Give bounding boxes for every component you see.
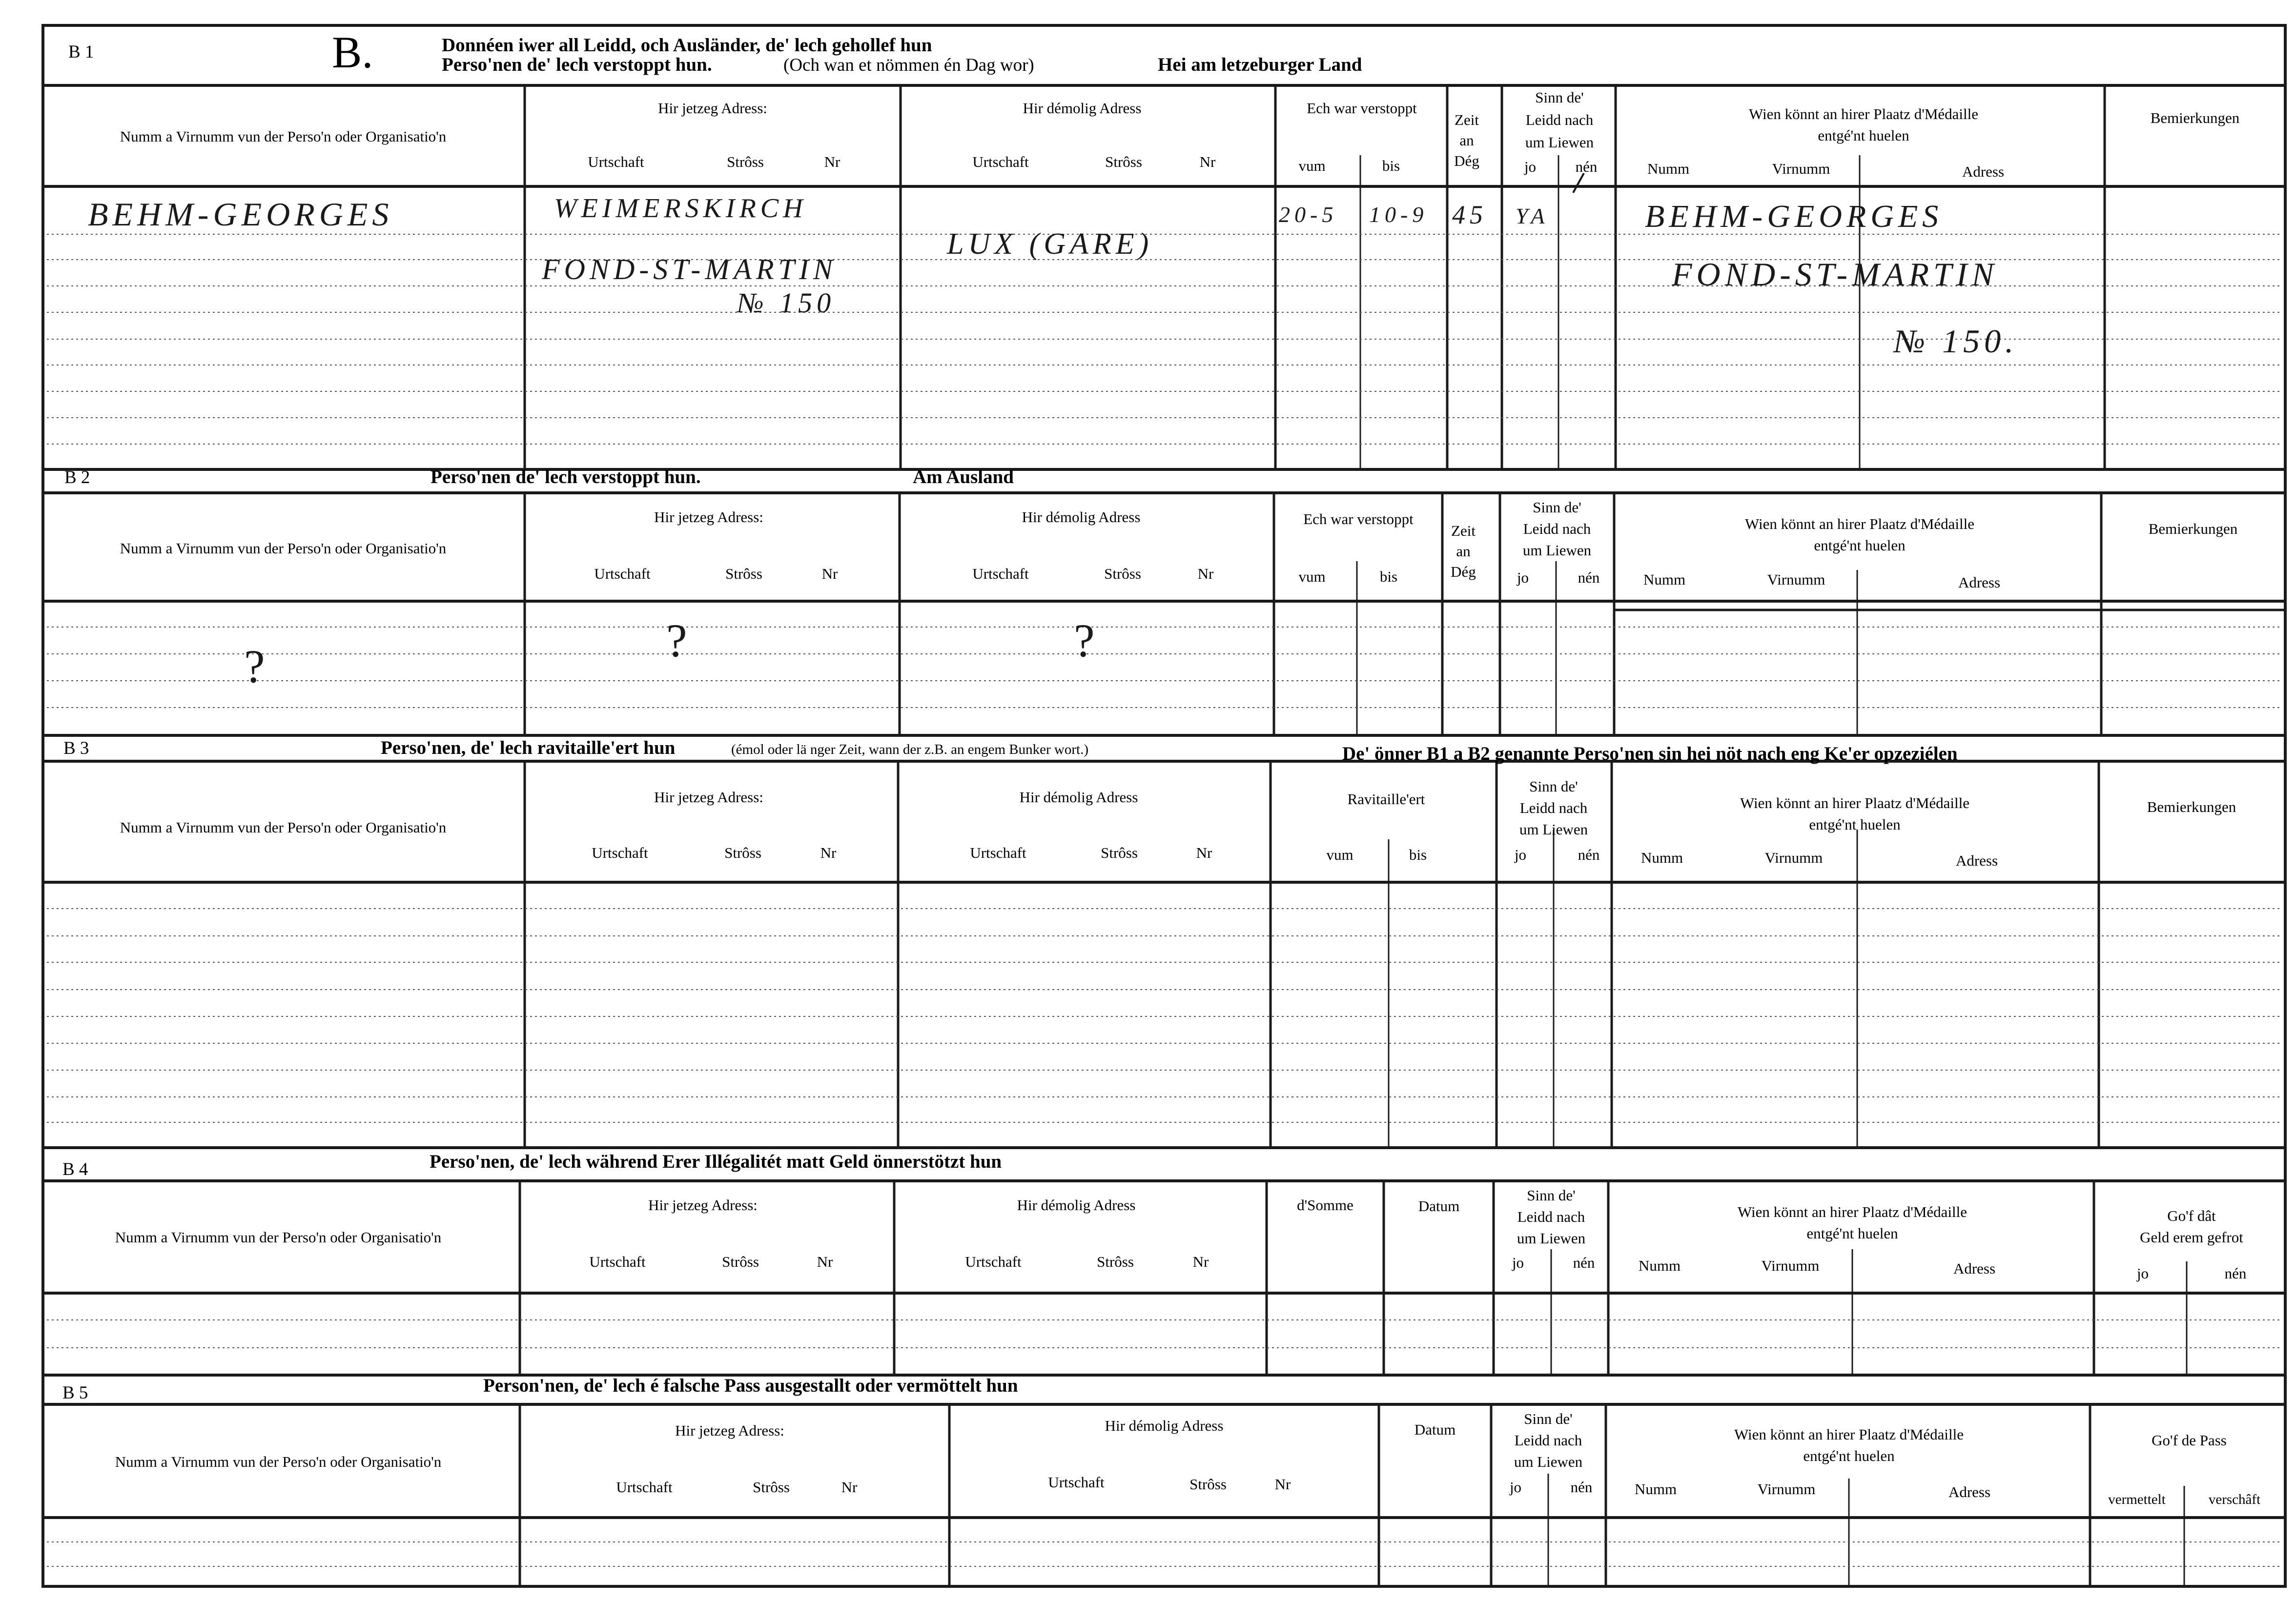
hw-b1-name: BEHM-GEORGES <box>88 196 393 233</box>
b5-col-datum: Datum <box>1414 1421 1456 1438</box>
b3-col-sinn: Sinn de' <box>1529 778 1578 795</box>
b1-col-deg: Dég <box>1454 152 1479 169</box>
b4-col-nen: nén <box>1573 1254 1595 1271</box>
hw-b1-jetzeg-3: № 150 <box>737 287 836 319</box>
b1-col-jetzeg: Hir jetzeg Adress: <box>658 100 767 117</box>
b3-col-bis: bis <box>1409 846 1427 863</box>
b1-col-bis: bis <box>1382 157 1400 174</box>
b5-col-gof-pass: Go'f de Pass <box>2152 1432 2227 1449</box>
b5-col-sinn: Sinn de' <box>1524 1410 1573 1427</box>
b3-col-demolig-nr: Nr <box>1196 844 1212 861</box>
b4-heading: Perso'nen, de' lech während Erer Illégalitét matt Geld önnerstötzt hun <box>430 1151 1002 1172</box>
b1-col-name: Numm a Virnumm vun der Perso'n oder Organisatio'n <box>120 128 447 145</box>
b5-col-wien-2: entgé'nt huelen <box>1803 1447 1895 1464</box>
b4-col-gof-nen: nén <box>2224 1265 2247 1282</box>
b1-col-liewen: um Liewen <box>1525 134 1594 151</box>
b3-col-bemierkungen: Bemierkungen <box>2147 798 2236 815</box>
b1-col-leidd: Leidd nach <box>1525 111 1594 128</box>
b2-col-vum: vum <box>1298 568 1326 585</box>
b4-col-sinn: Sinn de' <box>1527 1187 1576 1204</box>
b5-col-demolig-nr: Nr <box>1274 1476 1291 1493</box>
b1-col-adress: Adress <box>1962 163 2005 180</box>
b3-heading-mid: (émol oder lä nger Zeit, wann der z.B. an engem Bunker wort.) <box>731 742 1088 757</box>
b3-col-demolig-urtschaft: Urtschaft <box>970 844 1026 861</box>
b2-handwriting <box>244 614 1095 692</box>
b2-col-wien-1: Wien könnt an hirer Plaatz d'Médaille <box>1744 515 1975 532</box>
hw-b2-mark-1: ? <box>244 640 265 692</box>
b5-col-jetzeg: Hir jetzeg Adress: <box>675 1422 784 1439</box>
b4-col-jetzeg-nr: Nr <box>817 1253 833 1270</box>
b4-col-demolig-stross: Strôss <box>1097 1253 1134 1270</box>
b1-col-sinn: Sinn de' <box>1535 89 1584 106</box>
hw-b1-jetzeg-2: FOND-ST-MARTIN <box>542 253 837 285</box>
b1-col-wien-1: Wien könnt an hirer Plaatz d'Médaille <box>1748 105 1979 122</box>
hw-b1-med-3: № 150. <box>1894 323 2018 360</box>
b4-col-demolig-nr: Nr <box>1192 1253 1209 1270</box>
b3-col-nen: nén <box>1578 846 1600 863</box>
b2-col-zeit: Zeit <box>1451 522 1476 539</box>
b1-col-nen: nén <box>1575 158 1598 175</box>
hw-b1-zeit: 45 <box>1452 200 1487 229</box>
b5-col-nen: nén <box>1570 1479 1593 1496</box>
b3-col-demolig: Hir démolig Adress <box>1019 789 1138 806</box>
b2-col-verstoppt: Ech war verstoppt <box>1303 510 1414 527</box>
hw-b1-jo: YA <box>1516 203 1549 228</box>
b4-col-demolig: Hir démolig Adress <box>1017 1196 1136 1214</box>
b2-ruled-lines <box>47 627 2282 708</box>
b3-col-jetzeg: Hir jetzeg Adress: <box>654 789 763 806</box>
b3-col-leidd: Leidd nach <box>1519 799 1588 816</box>
hw-b1-med-2: FOND-ST-MARTIN <box>1672 256 1998 293</box>
b2-col-jetzeg-stross: Strôss <box>725 565 762 582</box>
b2-col-adress: Adress <box>1958 574 2001 591</box>
b1-heading-line2c: Hei am letzeburger Land <box>1158 54 1362 75</box>
b4-code: B 4 <box>62 1159 88 1179</box>
b5-col-demolig-stross: Strôss <box>1189 1476 1227 1493</box>
b2-col-wien-2: entgé'nt huelen <box>1814 537 1906 554</box>
b4-col-liewen: um Liewen <box>1517 1230 1586 1247</box>
b2-heading-right: Am Ausland <box>913 466 1014 487</box>
b4-col-gof: Go'f dât <box>2167 1207 2216 1224</box>
b1-col-an: an <box>1459 132 1474 149</box>
b3-col-wien-1: Wien könnt an hirer Plaatz d'Médaille <box>1740 794 1970 811</box>
b4-col-somme: d'Somme <box>1297 1196 1353 1214</box>
b2-col-jo: jo <box>1517 569 1529 586</box>
b1-col-jetzeg-nr: Nr <box>824 153 840 170</box>
b2-col-demolig-urtschaft: Urtschaft <box>972 565 1029 582</box>
b3-col-jetzeg-urtschaft: Urtschaft <box>592 844 648 861</box>
b4-col-adress: Adress <box>1953 1260 1996 1277</box>
b2-heading: Perso'nen de' lech verstoppt hun. <box>430 466 701 487</box>
b1-handwriting <box>88 173 2018 360</box>
b1-col-jo: jo <box>1524 158 1537 175</box>
b4-col-demolig-urtschaft: Urtschaft <box>965 1253 1022 1270</box>
b2-col-bis: bis <box>1379 568 1398 585</box>
b5-heading: Person'nen, de' lech é falsche Pass ausgestallt oder vermöttelt hun <box>483 1375 1018 1396</box>
hw-b2-mark-3: ? <box>1074 614 1095 667</box>
b5-col-jetzeg-nr: Nr <box>841 1479 858 1496</box>
b2-col-jetzeg-urtschaft: Urtschaft <box>594 565 651 582</box>
b3-col-liewen: um Liewen <box>1519 821 1588 838</box>
b3-col-jetzeg-stross: Strôss <box>724 844 761 861</box>
b2-col-virnumm: Virnumm <box>1767 571 1825 588</box>
b1-col-jetzeg-urtschaft: Urtschaft <box>588 153 644 170</box>
b4-col-wien-2: entgé'nt huelen <box>1806 1225 1898 1242</box>
b2-col-leidd: Leidd nach <box>1523 520 1591 537</box>
b5-col-demolig-urtschaft: Urtschaft <box>1048 1474 1105 1491</box>
b4-col-jo: jo <box>1512 1254 1524 1271</box>
b5-col-leidd: Leidd nach <box>1514 1432 1582 1449</box>
b2-grid <box>525 493 2285 735</box>
b3-col-name: Numm a Virnumm vun der Perso'n oder Organisatio'n <box>120 819 447 836</box>
b3-heading-right: De' önner B1 a B2 genannte Perso'nen sin hei nöt nach eng Ke'er opzeziélen <box>1342 743 1958 764</box>
b1-col-wien-2: entgé'nt huelen <box>1818 127 1909 144</box>
b1-col-numm: Numm <box>1647 160 1690 177</box>
b4-col-jetzeg-urtschaft: Urtschaft <box>589 1253 646 1270</box>
b5-col-jetzeg-urtschaft: Urtschaft <box>616 1479 673 1496</box>
hw-b1-nen-stroke <box>1573 173 1584 193</box>
hw-b1-jetzeg-1: WEIMERSKIRCH <box>554 193 807 223</box>
b1-code: B 1 <box>68 42 94 62</box>
b1-col-demolig-urtschaft: Urtschaft <box>972 153 1029 170</box>
b2-col-bemierkungen: Bemierkungen <box>2148 520 2238 537</box>
hw-b1-demolig: LUX (GARE) <box>947 227 1153 261</box>
b1-col-verstoppt: Ech war verstoppt <box>1307 100 1417 117</box>
b4-col-name: Numm a Virnumm vun der Perso'n oder Organisatio'n <box>115 1229 442 1246</box>
hw-b1-vum: 20-5 <box>1279 202 1338 227</box>
b1-col-jetzeg-stross: Strôss <box>727 153 764 170</box>
b5-col-adress: Adress <box>1948 1483 1991 1500</box>
b5-col-jo: jo <box>1509 1479 1522 1496</box>
b3-col-virnumm: Virnumm <box>1764 849 1823 866</box>
b5-col-demolig: Hir démolig Adress <box>1105 1417 1224 1434</box>
b1-col-demolig-nr: Nr <box>1199 153 1216 170</box>
hw-b1-med-name: BEHM-GEORGES <box>1645 199 1943 234</box>
b4-col-gof-jo: jo <box>2136 1265 2149 1282</box>
b5-code: B 5 <box>62 1383 88 1403</box>
b1-heading-line2b: (Och wan et nömmen én Dag wor) <box>783 55 1034 75</box>
b2-col-nen: nén <box>1578 569 1600 586</box>
b1-col-demolig-stross: Strôss <box>1105 153 1142 170</box>
b2-col-sinn: Sinn de' <box>1533 499 1581 516</box>
b3-col-wien-2: entgé'nt huelen <box>1809 816 1901 833</box>
b1-col-demolig: Hir démolig Adress <box>1023 100 1142 117</box>
b1-col-virnumm: Virnumm <box>1772 160 1830 177</box>
b2-col-demolig: Hir démolig Adress <box>1022 508 1141 526</box>
b4-col-jetzeg-stross: Strôss <box>722 1253 759 1270</box>
b3-ruled-lines <box>47 909 2282 1122</box>
b2-col-liewen: um Liewen <box>1522 542 1592 559</box>
b4-col-geld: Geld erem gefrot <box>2140 1229 2243 1246</box>
hw-b2-mark-2: ? <box>666 614 687 667</box>
hw-b1-bis: 10-9 <box>1369 202 1428 227</box>
b3-col-numm: Numm <box>1640 849 1683 866</box>
b2-col-name: Numm a Virnumm vun der Perso'n oder Organisatio'n <box>120 540 447 557</box>
b3-col-vum: vum <box>1326 846 1353 863</box>
b1-col-zeit: Zeit <box>1455 111 1479 128</box>
b4-col-datum: Datum <box>1418 1197 1460 1215</box>
b4-col-wien-1: Wien könnt an hirer Plaatz d'Médaille <box>1737 1203 1968 1220</box>
b2-col-demolig-stross: Strôss <box>1104 565 1141 582</box>
b5-col-wien-1: Wien könnt an hirer Plaatz d'Médaille <box>1734 1426 1964 1443</box>
b5-col-liewen: um Liewen <box>1514 1453 1583 1470</box>
b4-col-leidd: Leidd nach <box>1517 1208 1585 1225</box>
b1-col-bemierkungen: Bemierkungen <box>2150 109 2240 126</box>
b3-code: B 3 <box>63 738 89 758</box>
b1-heading-line2: Perso'nen de' lech verstoppt hun. <box>442 54 712 75</box>
b4-col-numm: Numm <box>1638 1257 1681 1274</box>
b2-code: B 2 <box>64 467 90 487</box>
b1-heading-line1: Donnéen iwer all Leidd, och Ausländer, de' lech gehollef hun <box>442 35 932 56</box>
b5-col-vermettelt: vermettelt <box>2108 1492 2166 1507</box>
b4-col-virnumm: Virnumm <box>1761 1257 1820 1274</box>
b4-ruled-lines <box>47 1320 2282 1348</box>
b3-col-adress: Adress <box>1955 852 1998 869</box>
b3-col-demolig-stross: Strôss <box>1101 844 1138 861</box>
b3-heading: Perso'nen, de' lech ravitaille'ert hun <box>381 737 676 758</box>
b2-col-an: an <box>1456 543 1471 560</box>
b2-col-jetzeg-nr: Nr <box>821 565 838 582</box>
b2-col-demolig-nr: Nr <box>1197 565 1214 582</box>
b5-col-jetzeg-stross: Strôss <box>753 1479 790 1496</box>
b5-col-numm: Numm <box>1634 1480 1677 1498</box>
b3-col-ravitailleert: Ravitaille'ert <box>1347 790 1425 808</box>
b2-col-jetzeg: Hir jetzeg Adress: <box>654 508 763 526</box>
b2-col-numm: Numm <box>1643 571 1686 588</box>
b5-col-verschaft: verschâft <box>2208 1492 2261 1507</box>
b2-col-deg: Dég <box>1451 563 1476 580</box>
b4-col-jetzeg: Hir jetzeg Adress: <box>648 1196 758 1214</box>
b1-col-vum: vum <box>1298 157 1326 174</box>
b5-col-virnumm: Virnumm <box>1757 1480 1816 1498</box>
b5-ruled-lines <box>47 1542 2282 1566</box>
b5-col-name: Numm a Virnumm vun der Perso'n oder Organisatio'n <box>115 1453 442 1470</box>
b3-col-jetzeg-nr: Nr <box>820 844 837 861</box>
b3-col-jo: jo <box>1514 846 1527 863</box>
section-letter: B. <box>332 27 373 77</box>
